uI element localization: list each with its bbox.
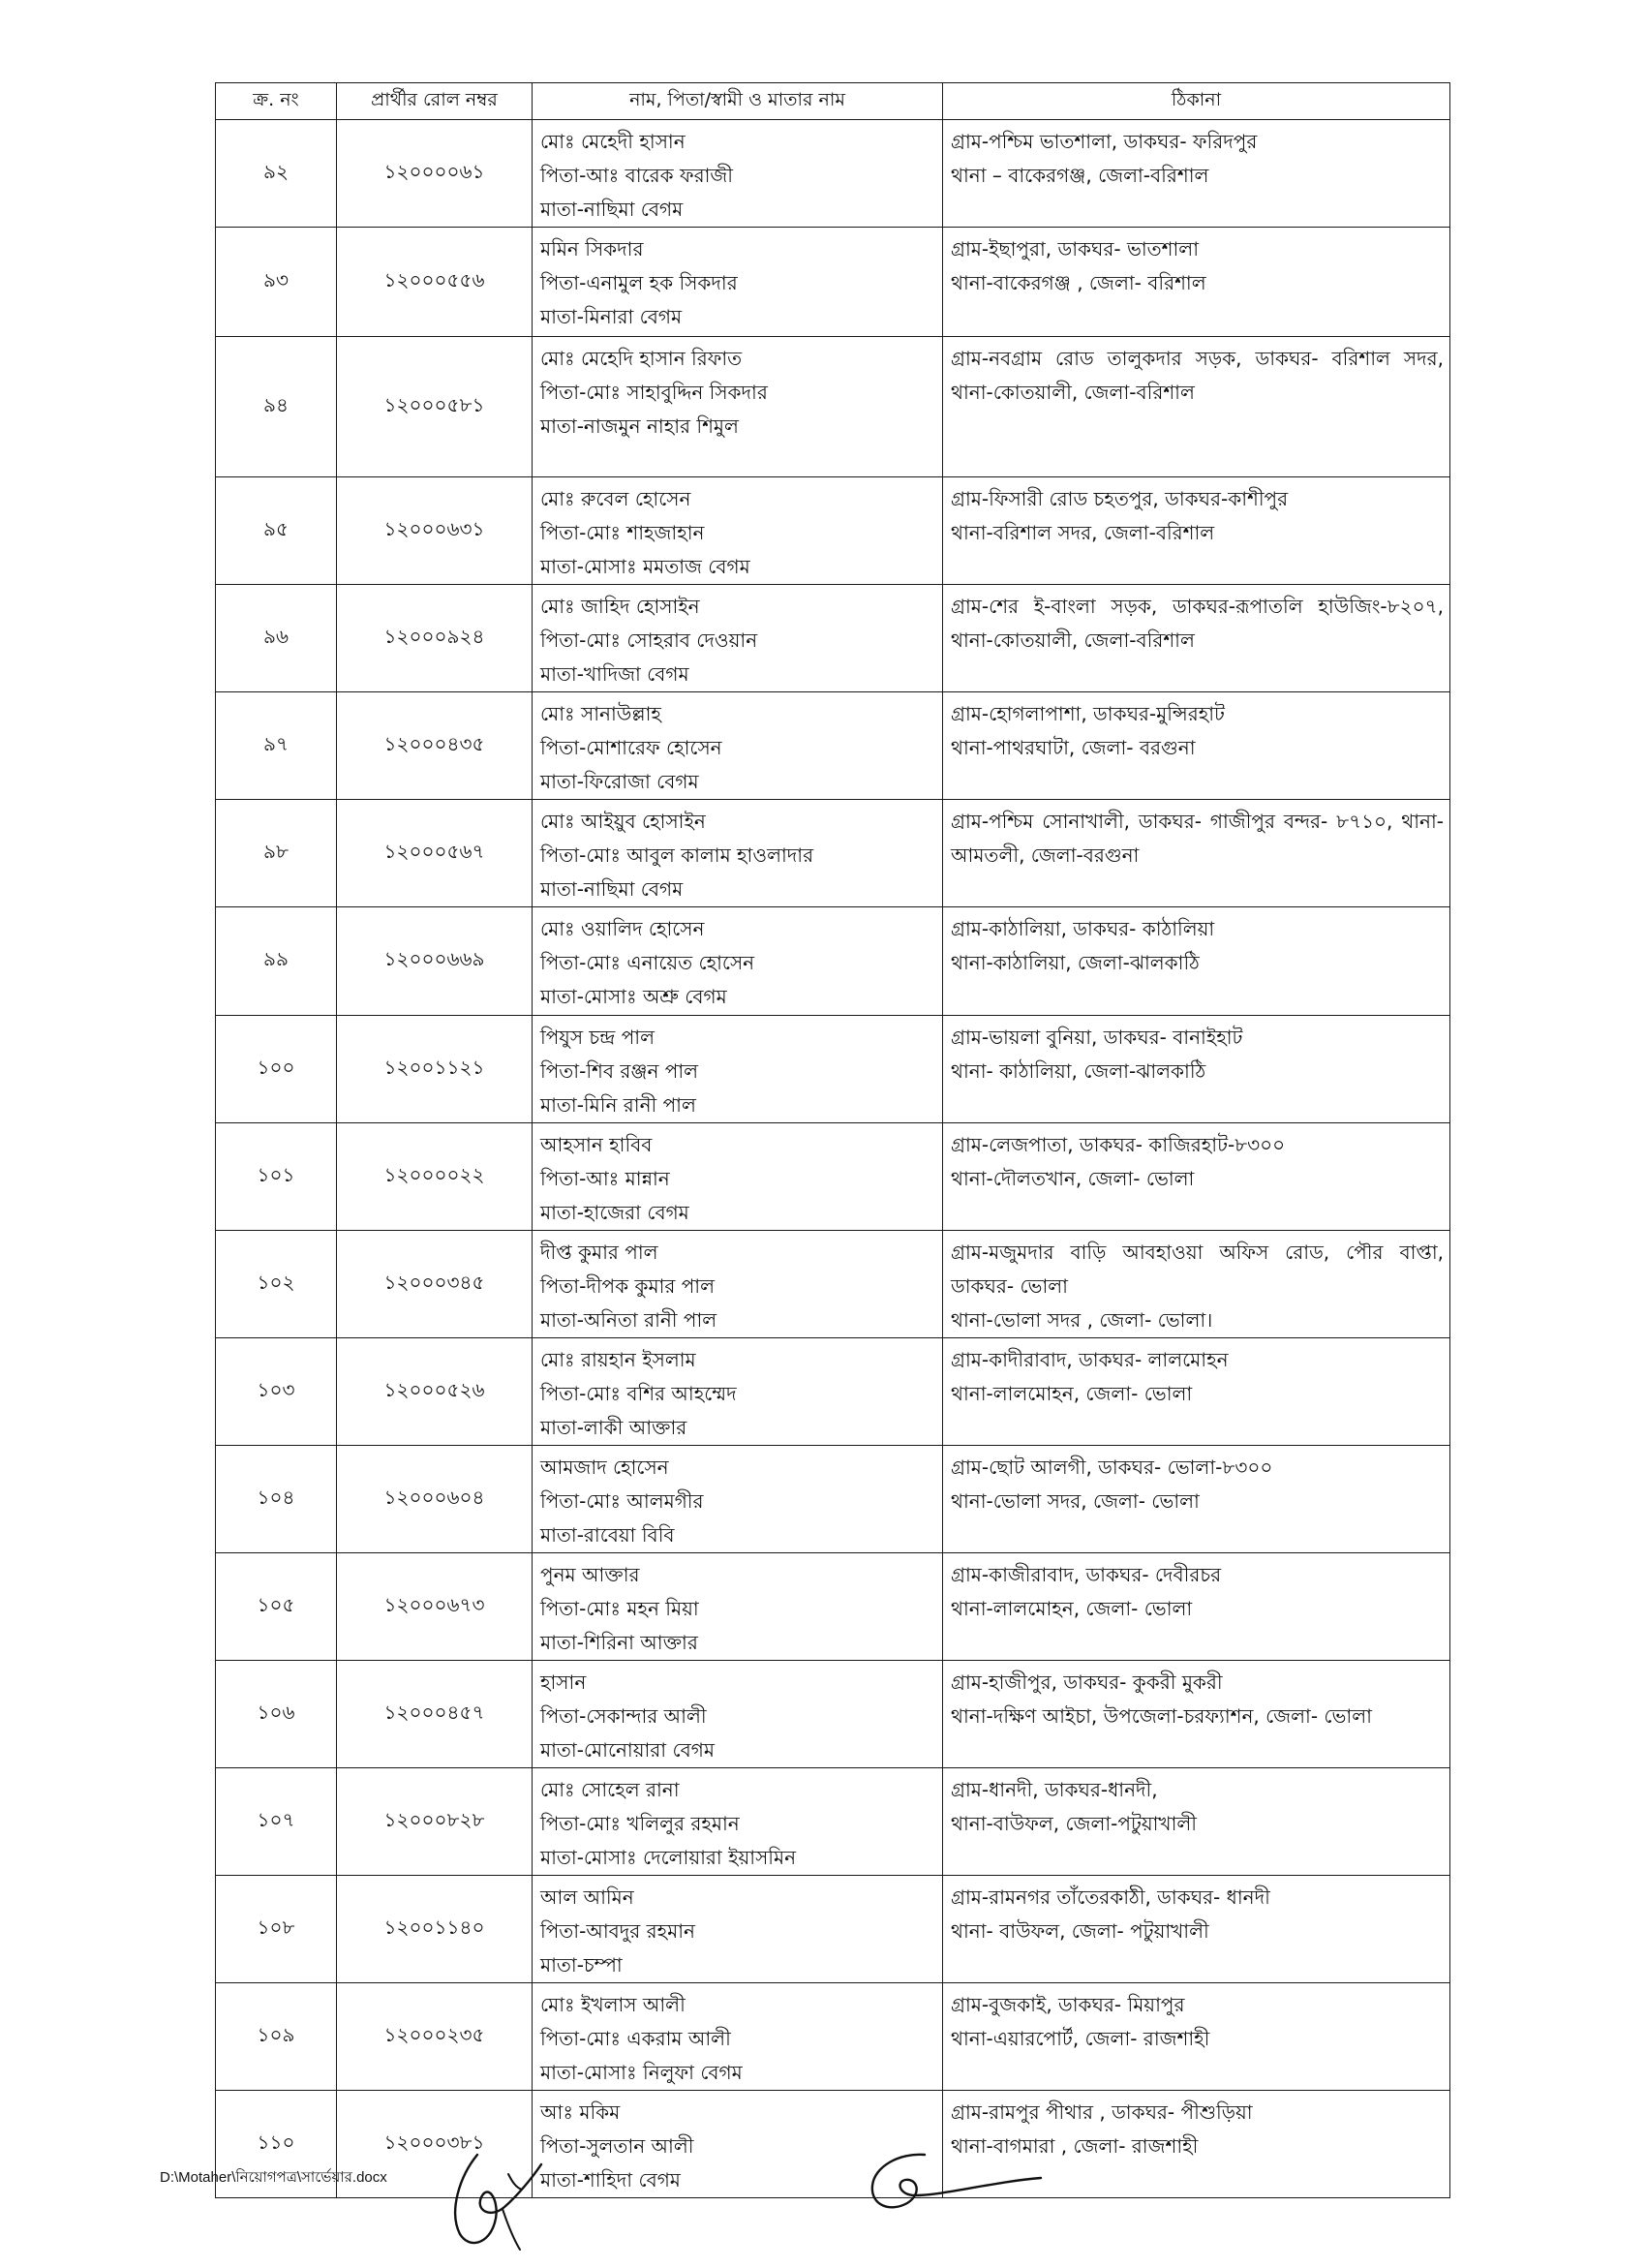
name-cell: [533, 1553, 943, 1661]
name-cell: [533, 337, 943, 477]
table-header-row: [216, 83, 1450, 120]
header-serial: ক্র. নং: [216, 83, 337, 120]
signature-right: [857, 2145, 1051, 2227]
roll-cell: ১২০০০০২২: [337, 1123, 533, 1231]
name-cell: [533, 120, 943, 228]
mother-name: মাতা-হাজেরা বেগম: [540, 1201, 689, 1224]
candidate-name: আল আমিন: [540, 1885, 634, 1909]
roll-cell: ১২০০০৪৫৭: [337, 1661, 533, 1768]
address-line: থানা-বাউফল, জেলা-পটুয়াখালী: [951, 1812, 1197, 1835]
table-row: [216, 1768, 1450, 1876]
roll-cell: ১২০০১১৪০: [337, 1876, 533, 1983]
mother-name: মাতা-নাজমুন নাহার শিমুল: [540, 414, 739, 438]
address-line: থানা-লালমোহন, জেলা- ভোলা: [951, 1597, 1193, 1620]
serial-cell: ১০০: [216, 1016, 337, 1123]
address-cell: [943, 800, 1450, 907]
serial-cell: ৯৫: [216, 477, 337, 585]
address-line: গ্রাম-হাজীপুর, ডাকঘর- কুকরী মুকরী: [951, 1670, 1223, 1694]
candidate-name: পিযুস চন্দ্র পাল: [540, 1026, 655, 1049]
candidate-name: মমিন সিকদার: [540, 237, 644, 261]
father-name: পিতা-মোঃ সোহরাব দেওয়ান: [540, 628, 758, 652]
address-line: থানা-ভোলা সদর, জেলা- ভোলা: [951, 1489, 1200, 1513]
address-line: থানা – বাকেরগঞ্জ, জেলা-বরিশাল: [951, 164, 1209, 187]
table-row: [216, 477, 1450, 585]
address-cell: [943, 1446, 1450, 1553]
signature-left: [441, 2126, 552, 2256]
roll-cell: ১২০০০২৩৫: [337, 1983, 533, 2091]
candidate-name: মোঃ জাহিদ হোসাইন: [540, 595, 700, 618]
father-name: পিতা-দীপক কুমার পাল: [540, 1274, 716, 1298]
address-line: থানা-বাগমারা , জেলা- রাজশাহী: [951, 2134, 1199, 2158]
candidate-name: পুনম আক্তার: [540, 1563, 640, 1586]
address-cell: [943, 1983, 1450, 2091]
address-line: গ্রাম-রামপুর পীথার , ডাকঘর- পীশুড়িয়া: [951, 2100, 1253, 2124]
name-cell: [533, 1446, 943, 1553]
father-name: পিতা-সুলতান আলী: [540, 2134, 694, 2158]
address-line: গ্রাম-হোগলাপাশা, ডাকঘর-মুন্সিরহাট: [951, 702, 1225, 725]
name-cell: [533, 1983, 943, 2091]
address-line: থানা-এয়ারপোর্ট, জেলা- রাজশাহী: [951, 2027, 1210, 2050]
mother-name: মাতা-মোনোয়ারা বেগম: [540, 1738, 715, 1762]
father-name: পিতা-এনামুল হক সিকদার: [540, 271, 738, 294]
mother-name: মাতা-ফিরোজা বেগম: [540, 770, 699, 793]
address-line: থানা-দক্ষিণ আইচা, উপজেলা-চরফ্যাশন, জেলা- ভোলা: [951, 1704, 1372, 1728]
address-line: গ্রাম-ছোট আলগী, ডাকঘর- ভোলা-৮৩০০: [951, 1456, 1273, 1479]
header-roll: প্রার্থীর রোল নম্বর: [337, 83, 533, 120]
name-cell: [533, 907, 943, 1016]
serial-cell: ১০২: [216, 1231, 337, 1338]
footer-file-path: D:\Motaher\নিয়োগপত্র\সার্ভেয়ার.docx: [160, 2169, 387, 2186]
address-line: গ্রাম-ফিসারী রোড চহতপুর, ডাকঘর-কাশীপুর: [951, 487, 1289, 510]
address-line: গ্রাম-কাজীরাবাদ, ডাকঘর- দেবীরচর: [951, 1563, 1222, 1586]
mother-name: মাতা-শাহিদা বেগম: [540, 2168, 681, 2191]
address-line: গ্রাম-বুজকাই, ডাকঘর- মিয়াপুর: [951, 1993, 1185, 2016]
address-line: গ্রাম-লেজপাতা, ডাকঘর- কাজিরহাট-৮৩০০: [951, 1133, 1286, 1156]
address-line: থানা-দৌলতখান, জেলা- ভোলা: [951, 1167, 1195, 1190]
mother-name: মাতা-মোসাঃ নিলুফা বেগম: [540, 2061, 743, 2084]
address-line: থানা-কাঠালিয়া, জেলা-ঝালকাঠি: [951, 951, 1200, 974]
address-line: গ্রাম-রামনগর তাঁতেরকাঠী, ডাকঘর- ধানদী: [951, 1885, 1270, 1909]
header-address: ঠিকানা: [943, 83, 1450, 120]
table-row: [216, 1983, 1450, 2091]
candidate-name: মোঃ রায়হান ইসলাম: [540, 1348, 696, 1371]
address-line: গ্রাম-কাঠালিয়া, ডাকঘর- কাঠালিয়া: [951, 917, 1215, 940]
mother-name: মাতা-রাবেয়া বিবি: [540, 1523, 675, 1547]
mother-name: মাতা-নাছিমা বেগম: [540, 198, 684, 221]
address-cell: [943, 1231, 1450, 1338]
mother-name: মাতা-শিরিনা আক্তার: [540, 1631, 698, 1654]
serial-cell: ৯৬: [216, 585, 337, 692]
table-row: [216, 1661, 1450, 1768]
mother-name: মাতা-খাদিজা বেগম: [540, 662, 689, 686]
name-cell: [533, 1016, 943, 1123]
table-row: [216, 120, 1450, 228]
candidate-name: মোঃ আইয়ুব হোসাইন: [540, 810, 706, 833]
roll-cell: ১২০০০৯২৪: [337, 585, 533, 692]
candidate-name: আঃ মকিম: [540, 2100, 621, 2124]
table-row: [216, 692, 1450, 800]
table-row: [216, 1231, 1450, 1338]
mother-name: মাতা-মিনি রানী পাল: [540, 1093, 696, 1117]
serial-cell: ৯৪: [216, 337, 337, 477]
address-cell: [943, 1661, 1450, 1768]
candidate-name: মোঃ রুবেল হোসেন: [540, 487, 691, 510]
roll-cell: ১২০০০৬৬৯: [337, 907, 533, 1016]
roll-cell: ১২০০০৬৩১: [337, 477, 533, 585]
name-cell: [533, 1123, 943, 1231]
name-cell: [533, 228, 943, 337]
address-cell: [943, 1016, 1450, 1123]
serial-cell: ১০৯: [216, 1983, 337, 2091]
serial-cell: ১০৪: [216, 1446, 337, 1553]
address-line: গ্রাম-পশ্চিম সোনাখালী, ডাকঘর- গাজীপুর বন্দর- ৮৭১০, থানা-আমতলী, জেলা-বরগুনা: [951, 810, 1444, 867]
serial-cell: ১০৮: [216, 1876, 337, 1983]
father-name: পিতা-মোঃ সাহাবুদ্দিন সিকদার: [540, 381, 768, 404]
father-name: পিতা-শিব রঞ্জন পাল: [540, 1059, 699, 1083]
address-cell: [943, 1553, 1450, 1661]
candidate-name: মোঃ সানাউল্লাহ: [540, 702, 661, 725]
address-line: গ্রাম-নবগ্রাম রোড তালুকদার সড়ক, ডাকঘর- বরিশাল সদর, থানা-কোতয়ালী, জেলা-বরিশাল: [951, 347, 1444, 404]
address-line: গ্রাম-পশ্চিম ভাতশালা, ডাকঘর- ফরিদপুর: [951, 130, 1258, 153]
address-line: গ্রাম-শের ই-বাংলা সড়ক, ডাকঘর-রূপাতলি হাউজিং-৮২০৭, থানা-কোতয়ালী, জেলা-বরিশাল: [951, 595, 1444, 652]
name-cell: [533, 1338, 943, 1446]
serial-cell: ৯২: [216, 120, 337, 228]
candidate-name: মোঃ সোহেল রানা: [540, 1778, 680, 1801]
candidate-name: মোঃ ওয়ালিদ হোসেন: [540, 917, 705, 940]
father-name: পিতা-মোঃ বশির আহম্মেদ: [540, 1382, 737, 1405]
table-row: [216, 228, 1450, 337]
mother-name: মাতা-চম্পা: [540, 1953, 623, 1977]
address-cell: [943, 907, 1450, 1016]
serial-cell: ১০১: [216, 1123, 337, 1231]
candidate-name: মোঃ মেহেদী হাসান: [540, 130, 686, 153]
address-line: থানা-ভোলা সদর , জেলা- ভোলা।: [951, 1308, 1213, 1332]
serial-cell: ৯৮: [216, 800, 337, 907]
father-name: পিতা-মোঃ মহন মিয়া: [540, 1597, 699, 1620]
address-cell: [943, 692, 1450, 800]
roll-cell: ১২০০০৬০৪: [337, 1446, 533, 1553]
roll-cell: ১২০০০৫৫৬: [337, 228, 533, 337]
roll-cell: ১২০০০৫৬৭: [337, 800, 533, 907]
candidate-name: আমজাদ হোসেন: [540, 1456, 669, 1479]
address-cell: [943, 337, 1450, 477]
candidate-name: মোঃ ইখলাস আলী: [540, 1993, 686, 2016]
roll-cell: ১২০০০৫২৬: [337, 1338, 533, 1446]
father-name: পিতা-মোশারেফ হোসেন: [540, 736, 722, 759]
serial-cell: ৯৩: [216, 228, 337, 337]
serial-cell: ১১০: [216, 2091, 337, 2198]
address-cell: [943, 1123, 1450, 1231]
roll-cell: ১২০০০৬৭৩: [337, 1553, 533, 1661]
table-row: [216, 1553, 1450, 1661]
name-cell: [533, 692, 943, 800]
address-cell: [943, 1338, 1450, 1446]
address-line: থানা-বাকেরগঞ্জ , জেলা- বরিশাল: [951, 271, 1206, 294]
roll-cell: ১২০০০৪৩৫: [337, 692, 533, 800]
table-row: [216, 1446, 1450, 1553]
name-cell: [533, 477, 943, 585]
roll-cell: ১২০০০৩৪৫: [337, 1231, 533, 1338]
address-line: গ্রাম-কাদীরাবাদ, ডাকঘর- লালমোহন: [951, 1348, 1229, 1371]
address-line: থানা-লালমোহন, জেলা- ভোলা: [951, 1382, 1193, 1405]
mother-name: মাতা-মোসাঃ মমতাজ বেগম: [540, 555, 750, 578]
address-line: গ্রাম-মজুমদার বাড়ি আবহাওয়া অফিস রোড, পৌর বাপ্তা, ডাকঘর- ভোলা: [951, 1241, 1444, 1298]
candidate-name: মোঃ মেহেদি হাসান রিফাত: [540, 347, 743, 370]
candidate-table: [215, 82, 1450, 2198]
mother-name: মাতা-লাকী আক্তার: [540, 1416, 687, 1439]
address-line: থানা-পাথরঘাটা, জেলা- বরগুনা: [951, 736, 1196, 759]
table-row: [216, 800, 1450, 907]
serial-cell: ১০৭: [216, 1768, 337, 1876]
father-name: পিতা-আঃ মান্নান: [540, 1167, 670, 1190]
address-cell: [943, 477, 1450, 585]
father-name: পিতা-আঃ বারেক ফরাজী: [540, 164, 734, 187]
address-cell: [943, 228, 1450, 337]
table-row: [216, 585, 1450, 692]
father-name: পিতা-আবদুর রহমান: [540, 1919, 695, 1943]
father-name: পিতা-মোঃ শাহজাহান: [540, 521, 705, 544]
table-row: [216, 1338, 1450, 1446]
father-name: পিতা-মোঃ একরাম আলী: [540, 2027, 731, 2050]
address-cell: [943, 585, 1450, 692]
serial-cell: ১০৫: [216, 1553, 337, 1661]
candidate-name: দীপ্ত কুমার পাল: [540, 1241, 658, 1264]
address-line: গ্রাম-ইছাপুরা, ডাকঘর- ভাতশালা: [951, 237, 1200, 261]
serial-cell: ১০৩: [216, 1338, 337, 1446]
address-line: গ্রাম-ভায়লা বুনিয়া, ডাকঘর- বানাইহাট: [951, 1026, 1243, 1049]
roll-cell: ১২০০০০৬১: [337, 120, 533, 228]
table-row: [216, 337, 1450, 477]
name-cell: [533, 1661, 943, 1768]
header-name: নাম, পিতা/স্বামী ও মাতার নাম: [533, 83, 943, 120]
name-cell: [533, 1768, 943, 1876]
name-cell: [533, 585, 943, 692]
address-line: থানা- কাঠালিয়া, জেলা-ঝালকাঠি: [951, 1059, 1206, 1083]
address-cell: [943, 1876, 1450, 1983]
serial-cell: ৯৭: [216, 692, 337, 800]
roll-cell: ১২০০০৮২৮: [337, 1768, 533, 1876]
father-name: পিতা-মোঃ খলিলুর রহমান: [540, 1812, 740, 1835]
father-name: পিতা-মোঃ আলমগীর: [540, 1489, 704, 1513]
name-cell: [533, 800, 943, 907]
table-row: [216, 1016, 1450, 1123]
roll-cell: ১২০০০৩৮১: [337, 2091, 533, 2198]
address-line: গ্রাম-ধানদী, ডাকঘর-ধানদী,: [951, 1778, 1158, 1801]
father-name: পিতা-মোঃ এনায়েত হোসেন: [540, 951, 755, 974]
mother-name: মাতা-মোসাঃ দেলোয়ারা ইয়াসমিন: [540, 1846, 797, 1869]
address-line: থানা-বরিশাল সদর, জেলা-বরিশাল: [951, 521, 1215, 544]
candidate-name: হাসান: [540, 1670, 587, 1694]
roll-cell: ১২০০১১২১: [337, 1016, 533, 1123]
name-cell: [533, 1231, 943, 1338]
address-cell: [943, 1768, 1450, 1876]
mother-name: মাতা-নাছিমা বেগম: [540, 877, 684, 901]
roll-cell: ১২০০০৫৮১: [337, 337, 533, 477]
table-row: [216, 1123, 1450, 1231]
name-cell: [533, 1876, 943, 1983]
mother-name: মাতা-মিনারা বেগম: [540, 305, 683, 328]
table-row: [216, 907, 1450, 1016]
address-cell: [943, 120, 1450, 228]
table-row: [216, 2091, 1450, 2198]
address-line: থানা- বাউফল, জেলা- পটুয়াখালী: [951, 1919, 1209, 1943]
candidate-name: আহসান হাবিব: [540, 1133, 653, 1156]
father-name: পিতা-সেকান্দার আলী: [540, 1704, 707, 1728]
serial-cell: ৯৯: [216, 907, 337, 1016]
father-name: পিতা-মোঃ আবুল কালাম হাওলাদার: [540, 843, 814, 867]
mother-name: মাতা-মোসাঃ অশ্রু বেগম: [540, 985, 727, 1008]
serial-cell: ১০৬: [216, 1661, 337, 1768]
table-row: [216, 1876, 1450, 1983]
mother-name: মাতা-অনিতা রানী পাল: [540, 1308, 717, 1332]
